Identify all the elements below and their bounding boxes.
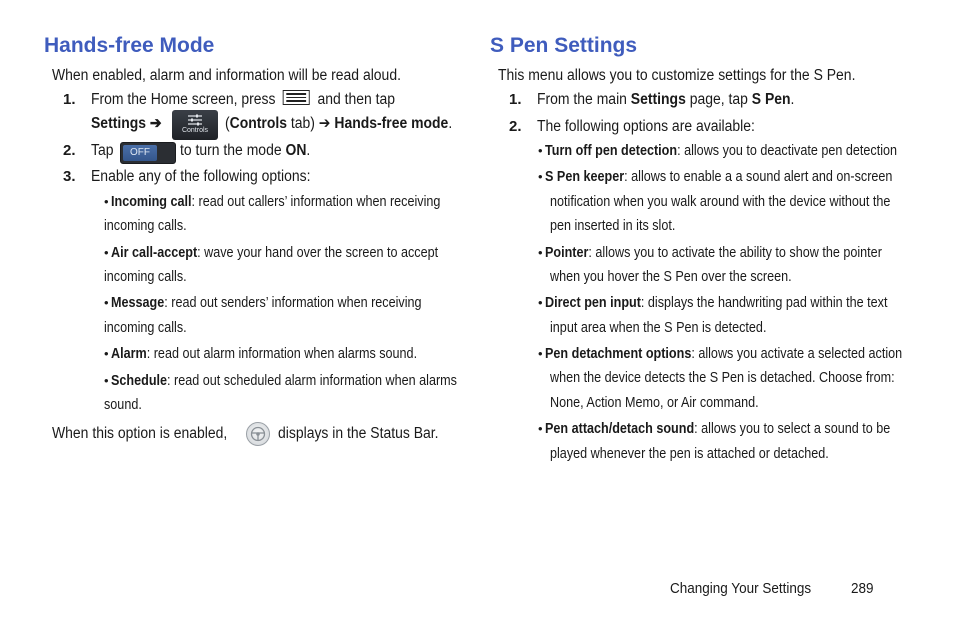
step-number: 2. <box>509 118 522 135</box>
menu-icon <box>283 90 310 105</box>
option-direct-pen-input <box>538 293 887 313</box>
option-schedule <box>104 371 457 391</box>
option-name: Message <box>111 294 165 311</box>
s-pen-step1 <box>537 90 794 110</box>
bullet: • <box>104 245 109 260</box>
option-incoming-call <box>104 192 440 212</box>
option-name: S Pen keeper <box>545 168 625 185</box>
option-desc: : allows you to deactivate pen detection <box>677 142 898 159</box>
option-pointer <box>538 243 882 263</box>
option-desc: : displays the handwriting pad within the text <box>640 294 888 311</box>
bullet: • <box>538 169 543 184</box>
hands-free-mode-label: Hands-free mode <box>334 115 449 132</box>
step1-text-a: From the main <box>537 91 631 108</box>
step1-text-b: and then tap <box>317 91 396 108</box>
paren-open: ( <box>225 115 230 132</box>
hands-free-intro: When enabled, alarm and information will be read aloud. <box>52 67 401 84</box>
step-number: 1. <box>63 91 76 108</box>
page-number: 289 <box>851 580 874 597</box>
option-desc: : read out callers’ information when receiving <box>191 193 441 210</box>
s-pen-label: S Pen <box>751 91 791 108</box>
bullet: • <box>104 194 109 209</box>
status-text-a: When this option is enabled, <box>52 425 228 442</box>
option-s-pen-keeper <box>538 167 892 187</box>
step1-text-a: From the Home screen, press <box>91 91 276 108</box>
step-number: 1. <box>509 91 522 108</box>
option-name: Direct pen input <box>545 294 641 311</box>
s-pen-settings-title: S Pen Settings <box>490 34 638 57</box>
option-schedule-cont: sound. <box>104 396 142 413</box>
bullet: • <box>104 295 109 310</box>
step-number: 2. <box>63 142 76 159</box>
hands-free-step1-line2b <box>225 114 452 134</box>
steering-wheel-icon <box>246 422 270 446</box>
option-incoming-call-cont: incoming calls. <box>104 217 187 234</box>
tab-text: tab) ➔ <box>287 115 335 132</box>
option-message-cont: incoming calls. <box>104 319 187 336</box>
bullet: • <box>538 143 543 158</box>
option-air-call-accept-cont: incoming calls. <box>104 268 187 285</box>
off-toggle-icon <box>120 142 176 164</box>
option-s-pen-keeper-cont: pen inserted in its slot. <box>550 217 676 234</box>
controls-tab-label: Controls <box>229 115 288 132</box>
option-name: Air call-accept <box>111 244 198 261</box>
option-turn-off-pen-detection <box>538 141 897 161</box>
option-pen-attach-detach-sound <box>538 419 890 439</box>
settings-label: Settings <box>630 91 686 108</box>
step2-text <box>180 141 310 161</box>
bullet: • <box>538 295 543 310</box>
hands-free-title: Hands-free Mode <box>44 34 215 57</box>
controls-icon-label: Controls <box>181 127 209 134</box>
option-name: Pen attach/detach sound <box>545 420 695 437</box>
bullet: • <box>104 346 109 361</box>
step1-end: . <box>448 115 453 132</box>
option-name: Turn off pen detection <box>545 142 678 159</box>
option-pen-detachment-options <box>538 344 902 364</box>
option-desc: : allows you to activate the ability to show the pointer <box>588 244 882 261</box>
option-pointer-cont: when you hover the S Pen over the screen. <box>550 268 792 285</box>
step2-end: . <box>306 142 311 159</box>
option-name: Alarm <box>111 345 147 362</box>
option-name: Pen detachment options <box>545 345 692 362</box>
option-pen-detachment-options-cont: when the device detects the S Pen is detached. Choose from: <box>550 369 895 386</box>
hands-free-step1-line2a <box>91 114 162 134</box>
s-pen-intro: This menu allows you to customize settings for the S Pen. <box>498 67 856 84</box>
option-pen-attach-detach-sound-cont: played whenever the pen is attached or detached. <box>550 445 829 462</box>
controls-icon <box>172 110 218 140</box>
option-direct-pen-input-cont: input area when the S Pen is detected. <box>550 319 767 336</box>
step1-text-b: page, tap <box>685 91 752 108</box>
step3-text: Enable any of the following options: <box>91 168 311 185</box>
settings-link: Settings ➔ <box>91 115 162 132</box>
toggle-label: OFF <box>123 145 157 161</box>
option-desc: : allows you to select a sound to be <box>694 420 891 437</box>
bullet: • <box>104 373 109 388</box>
option-name: Schedule <box>111 372 168 389</box>
option-pen-detachment-options-cont: None, Action Memo, or Air command. <box>550 394 759 411</box>
bullet: • <box>538 346 543 361</box>
option-desc: : wave your hand over the screen to accept <box>197 244 439 261</box>
step2-text-b: to turn the mode <box>180 142 282 159</box>
option-desc: : read out scheduled alarm information when alarms <box>167 372 457 389</box>
option-s-pen-keeper-cont: notification when you walk around with the device without the <box>550 193 891 210</box>
hands-free-step1-line1 <box>91 90 395 110</box>
on-label: ON <box>285 142 307 159</box>
step2-tap: Tap <box>91 142 114 159</box>
option-desc: : allows you activate a selected action <box>691 345 903 362</box>
bullet: • <box>538 245 543 260</box>
option-name: Pointer <box>545 244 589 261</box>
option-name: Incoming call <box>111 193 192 210</box>
bullet: • <box>538 421 543 436</box>
option-desc: : read out alarm information when alarms sound. <box>146 345 418 362</box>
step-number: 3. <box>63 168 76 185</box>
option-desc: : read out senders’ information when receiving <box>164 294 422 311</box>
s-pen-step2: The following options are available: <box>537 118 755 135</box>
footer-section-title: Changing Your Settings <box>670 580 812 597</box>
option-air-call-accept <box>104 243 438 263</box>
status-text-b: displays in the Status Bar. <box>278 425 439 442</box>
option-message <box>104 293 422 313</box>
step1-end: . <box>790 91 795 108</box>
option-desc: : allows to enable a a sound alert and on-screen <box>624 168 893 185</box>
option-alarm <box>104 344 417 364</box>
